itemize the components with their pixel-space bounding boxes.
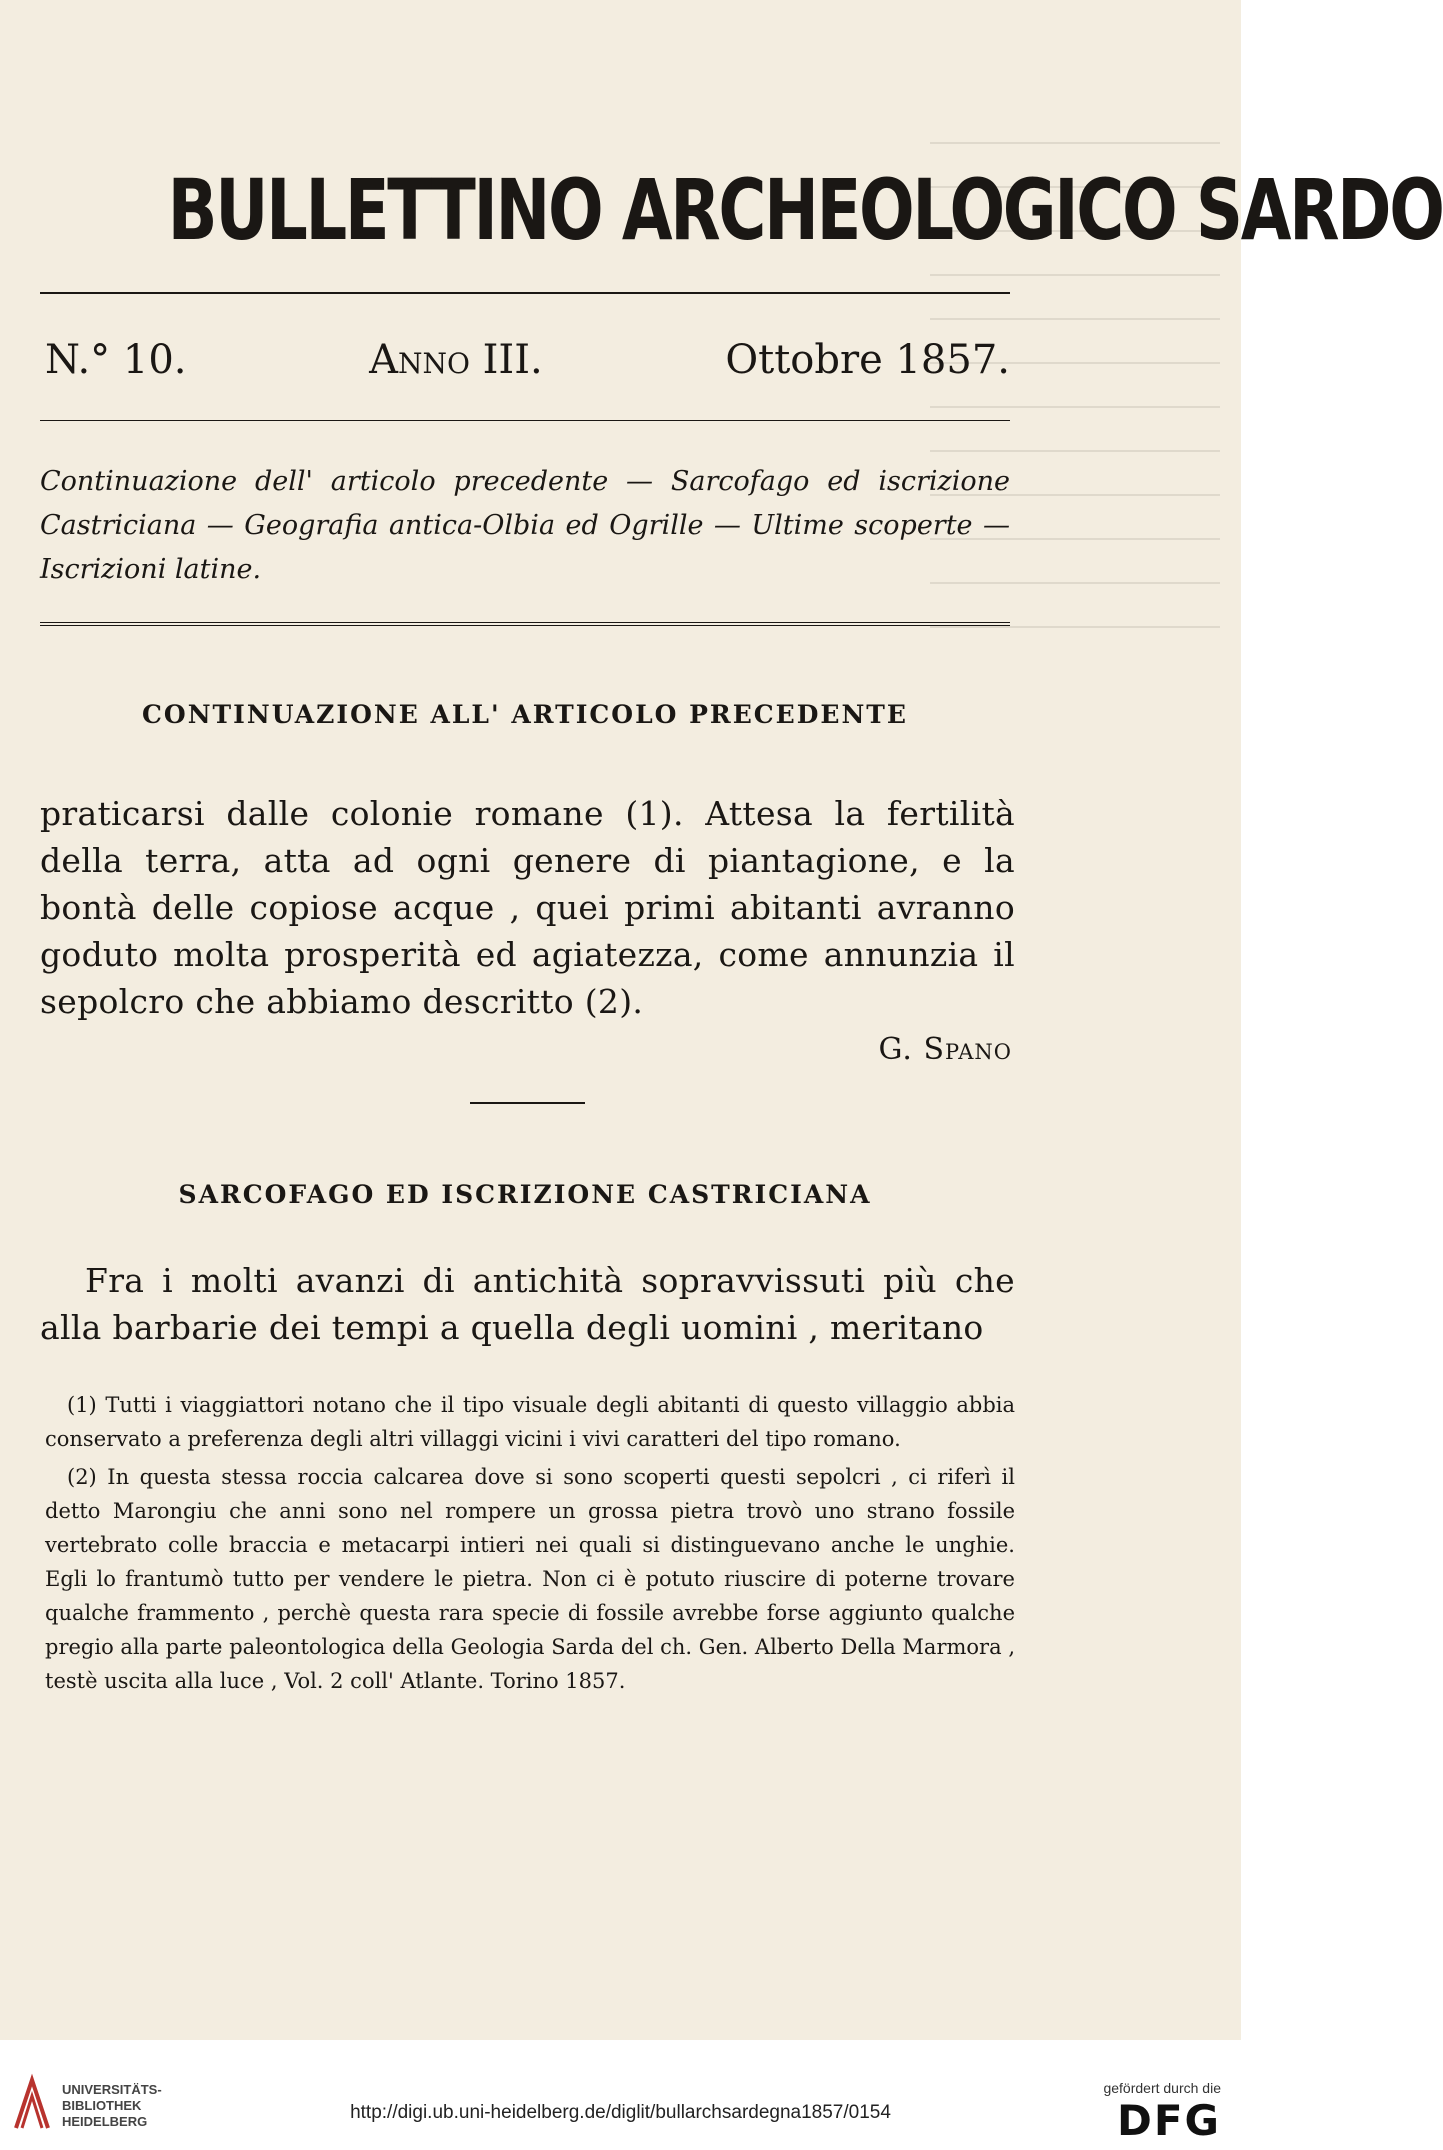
institution-name: UNIVERSITÄTS- BIBLIOTHEK HEIDELBERG bbox=[62, 2082, 162, 2129]
section-heading-sarcofago: SARCOFAGO ED ISCRIZIONE CASTRICIANA bbox=[178, 1180, 872, 1209]
issue-number: N.° 10. bbox=[45, 337, 187, 383]
viewer-footer bbox=[0, 2040, 1241, 2150]
issue-year: Anno III. bbox=[369, 337, 543, 383]
page-url-link[interactable]: http://digi.ub.uni-heidelberg.de/diglit/bullarchsardegna1857/0154 bbox=[350, 2102, 891, 2123]
footnote-2: (2) In questa stessa roccia calcarea dove si sono scoperti questi sepolcri , ci riferì il detto Marongiu che anni sono nel rompere un grossa pietra trovò uno strano fossile vertebrato colle braccia e metacarpi intieri nei quali si distinguevano anche le unghie. Egli lo frantumò tutto per vendere le pietra. Non ci è potuto riuscire di poterne trovare qualche frammento , perchè questa rara specie di fossile avrebbe forse aggiunto qualche pregio alla parte paleontologica della Geologia Sarda del ch. Gen. Alberto Della Marmora , testè uscita alla luce , Vol. 2 coll' Atlante. Torino 1857. bbox=[45, 1465, 1015, 1693]
issue-date: Ottobre 1857. bbox=[725, 337, 1010, 383]
footnote-1: (1) Tutti i viaggiattori notano che il tipo visuale degli abitanti di questo villaggio abbia conservato a preferenza degli altri villaggi vicini i vivi caratteri del tipo romano. bbox=[45, 1393, 1015, 1451]
author-signature: G. Spano bbox=[878, 1032, 1012, 1067]
section-heading-continuation: CONTINUAZIONE ALL' ARTICOLO PRECEDENTE bbox=[142, 700, 908, 729]
funder-note: gefördert durch die bbox=[1103, 2080, 1221, 2096]
title-rule bbox=[40, 292, 1010, 294]
sarcofago-paragraph: Fra i molti avanzi di antichità sopravvissuti più che alla barbarie dei tempi a quella degli uomini , meritano bbox=[40, 1261, 1015, 1347]
issue-line bbox=[45, 330, 1010, 390]
issue-rule bbox=[40, 420, 1010, 421]
journal-title: BULLETTINO ARCHEOLOGICO SARDO bbox=[167, 161, 1443, 259]
section-divider bbox=[470, 1102, 585, 1104]
contents-summary: Continuazione dell' articolo precedente — Sarcofago ed iscrizione Castriciana — Geografia antica-Olbia ed Ogrille — Ultime scoperte — Iscrizioni latine. bbox=[40, 466, 1010, 585]
continuation-paragraph: praticarsi dalle colonie romane (1). Attesa la fertilità della terra, atta ad ogni genere di piantagione, e la bontà delle copiose acque , quei primi abitanti avranno goduto molta prosperità ed agiatezza, come annunzia il sepolcro che abbiamo descritto (2). bbox=[40, 794, 1015, 1021]
dfg-logo: DFG bbox=[1116, 2096, 1221, 2145]
summary-rule bbox=[40, 622, 1010, 626]
footnotes bbox=[45, 1388, 1015, 1702]
